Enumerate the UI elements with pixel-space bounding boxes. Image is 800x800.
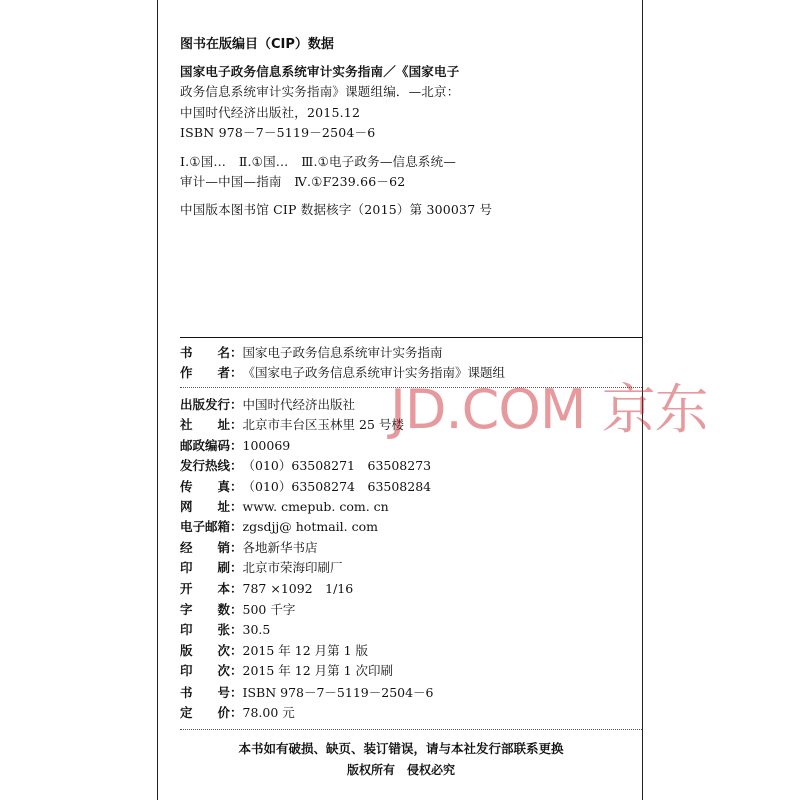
divider-after-author — [180, 387, 642, 388]
info-value: 2015 年 12 月第 1 版 — [242, 643, 369, 658]
info-label: 印 次： — [180, 663, 243, 678]
info-row-fax — [180, 477, 431, 495]
info-label: 电子邮箱： — [180, 519, 243, 534]
info-value: 78.00 元 — [242, 705, 295, 720]
info-label: 网 址： — [180, 499, 243, 514]
info-label: 版 次： — [180, 643, 243, 658]
rights-notice: 版权所有 侵权必究 — [346, 763, 455, 777]
info-value: （010）63508274 63508284 — [242, 479, 432, 494]
info-row-edition — [180, 641, 368, 659]
info-row-impression — [180, 661, 393, 679]
info-label: 作 者： — [180, 365, 243, 380]
info-row-author — [180, 363, 505, 381]
info-row-sales-hotline — [180, 456, 431, 474]
cip-heading: 图书在版编目（CIP）数据 — [180, 37, 334, 52]
cip-isbn-line: ISBN 978－7－5119－2504－6 — [180, 125, 376, 140]
info-label: 发行热线： — [180, 458, 243, 473]
copyright-page — [157, 0, 708, 800]
info-value: 北京市荣海印刷厂 — [242, 560, 343, 575]
info-label: 印 刷： — [180, 560, 243, 575]
info-row-isbn — [180, 683, 434, 701]
cip-title-line-1: 国家电子政务信息系统审计实务指南／《国家电子 — [180, 64, 460, 79]
info-label: 社 址： — [180, 417, 243, 432]
info-row-email — [180, 517, 378, 535]
jd-watermark: JD.COM 京东 — [390, 378, 708, 441]
info-row-address — [180, 415, 404, 433]
info-value: （010）63508271 63508273 — [242, 458, 432, 473]
info-row-price — [180, 703, 295, 721]
info-label: 出版发行： — [180, 397, 243, 412]
cip-classification-line-1: Ⅰ.①国… Ⅱ.①国… Ⅲ.①电子政务—信息系统— — [180, 154, 457, 169]
info-value: 500 千字 — [242, 602, 296, 617]
info-label: 传 真： — [180, 479, 243, 494]
info-value: 2015 年 12 月第 1 次印刷 — [242, 663, 394, 678]
info-value: 《国家电子政务信息系统审计实务指南》课题组 — [242, 365, 506, 380]
info-value: 787 ×1092 1/16 — [242, 581, 354, 596]
info-row-publisher — [180, 395, 355, 413]
info-value: 100069 — [242, 437, 291, 453]
info-row-book-title — [180, 343, 443, 361]
info-row-postal-code — [180, 436, 290, 454]
info-row-distributor — [180, 538, 318, 556]
info-value: 30.5 — [242, 621, 271, 637]
info-row-printed-sheets — [180, 620, 270, 638]
top-rule — [180, 337, 642, 338]
info-value: zgsdjj@ hotmail. com — [242, 518, 378, 534]
cip-publisher-line: 中国时代经济出版社，2015.12 — [180, 105, 361, 120]
cip-classification-line-2: 审计—中国—指南 Ⅳ.①F239.66－62 — [180, 174, 406, 189]
info-label: 书 号： — [180, 685, 243, 700]
info-label: 邮政编码： — [180, 438, 243, 453]
info-label: 印 张： — [180, 622, 243, 637]
cip-record-number: 中国版本图书馆 CIP 数据核字（2015）第 300037 号 — [180, 202, 493, 217]
info-label: 书 名： — [180, 345, 243, 360]
info-value: 国家电子政务信息系统审计实务指南 — [242, 345, 443, 360]
info-value: 中国时代经济出版社 — [242, 397, 356, 412]
info-label: 经 销： — [180, 540, 243, 555]
damage-notice: 本书如有破损、缺页、装订错误，请与本社发行部联系更换 — [238, 741, 564, 756]
cip-title-line-2: 政务信息系统审计实务指南》课题组编．—北京： — [180, 84, 460, 99]
info-row-format — [180, 579, 353, 597]
info-value: www. cmepub. com. cn — [242, 498, 389, 514]
info-label: 定 价： — [180, 705, 243, 720]
info-row-printer — [180, 558, 343, 576]
info-row-website — [180, 497, 389, 515]
info-label: 开 本： — [180, 581, 243, 596]
info-row-word-count — [180, 600, 295, 618]
info-label: 字 数： — [180, 602, 243, 617]
info-value: ISBN 978－7－5119－2504－6 — [242, 685, 434, 700]
info-value: 各地新华书店 — [242, 540, 318, 555]
info-value: 北京市丰台区玉林里 25 号楼 — [242, 417, 404, 432]
divider-after-price — [180, 729, 642, 730]
